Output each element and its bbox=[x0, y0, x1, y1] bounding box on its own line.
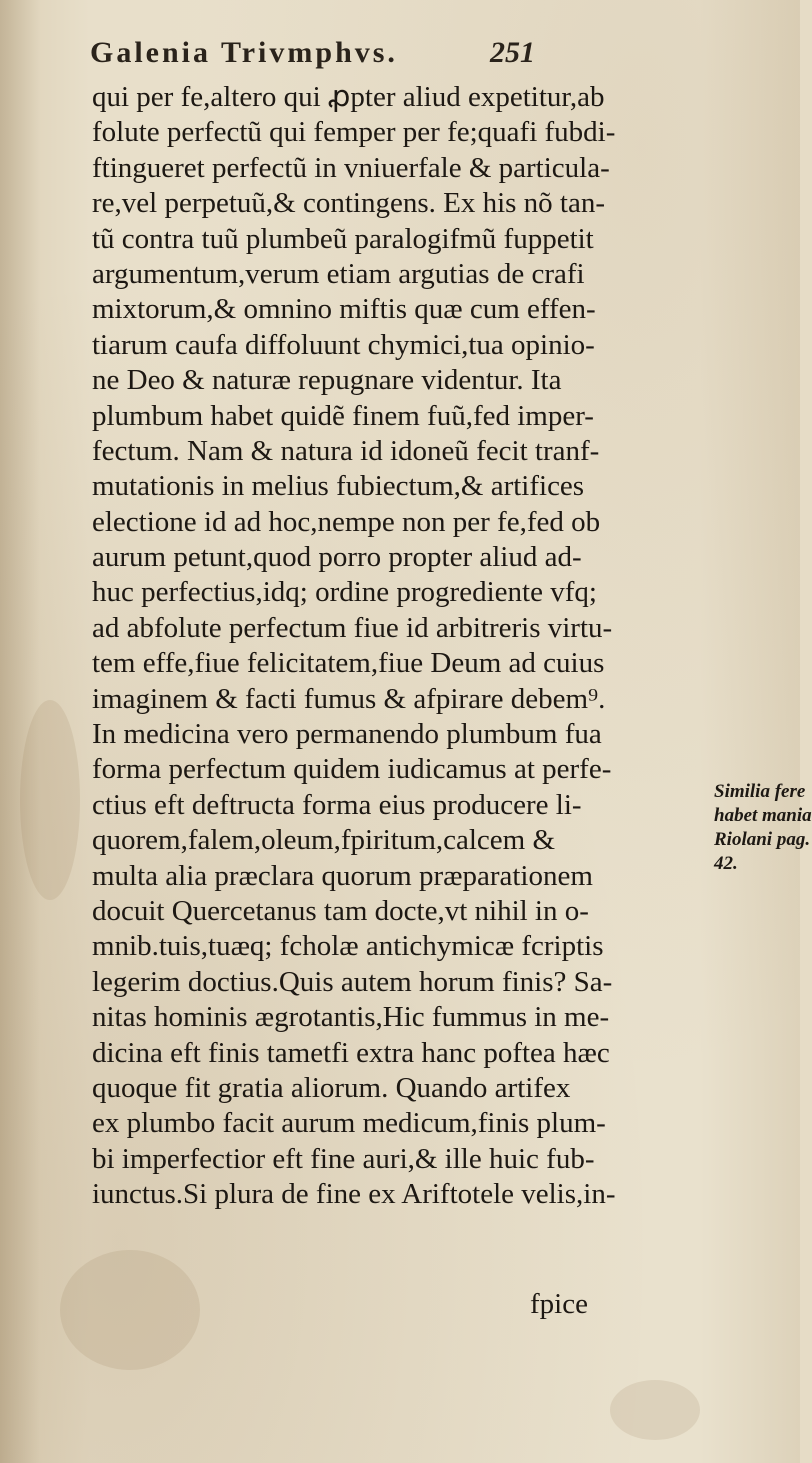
text-line: tũ contra tuũ plumbeũ paralogifmũ fuppetit bbox=[92, 222, 594, 255]
text-line: fectum. Nam & natura id idoneũ fecit tranf- bbox=[92, 434, 600, 467]
text-line: legerim doctius.Quis autem horum finis? Sa- bbox=[92, 965, 613, 998]
margin-note bbox=[714, 780, 812, 876]
text-line: folute perfectũ qui femper per fe;quafi fubdi- bbox=[92, 116, 616, 149]
margin-note-line: habet mania bbox=[714, 805, 812, 826]
text-line: qui per fe,altero qui ꝓpter aliud expetitur,ab bbox=[92, 81, 605, 113]
text-line: quoque fit gratia aliorum. Quando artifex bbox=[92, 1071, 571, 1104]
running-title: Galenia Trivmphvs. bbox=[90, 36, 398, 69]
catchword: fpice bbox=[530, 1288, 588, 1320]
text-line: quorem,falem,oleum,fpiritum,calcem & bbox=[92, 824, 556, 857]
text-line: imaginem & facti fumus & afpirare debem⁹. bbox=[92, 682, 606, 715]
margin-note-line: Similia fere bbox=[714, 781, 806, 802]
text-line: electione id ad hoc,nempe non per fe,fed ob bbox=[92, 505, 601, 538]
body-text bbox=[92, 80, 712, 1213]
text-line: ftingueret perfectũ in vniuerfale & particula- bbox=[92, 151, 610, 184]
text-line: nitas hominis ægrotantis,Hic fummus in me- bbox=[92, 1001, 610, 1034]
text-line: bi imperfectior eft fine auri,& ille huic fub- bbox=[92, 1142, 595, 1175]
running-head bbox=[90, 36, 570, 76]
text-line: mixtorum,& omnino miftis quæ cum effen- bbox=[92, 293, 596, 326]
text-line: aurum petunt,quod porro propter aliud ad- bbox=[92, 541, 582, 574]
text-line: re,vel perpetuũ,& contingens. Ex his nõ tan- bbox=[92, 187, 606, 220]
text-line: tem effe,fiue felicitatem,fiue Deum ad cuius bbox=[92, 647, 605, 680]
text-line: ne Deo & naturæ repugnare videntur. Ita bbox=[92, 364, 562, 397]
foxing-stain bbox=[610, 1380, 700, 1440]
text-line: dicina eft finis tametfi extra hanc poftea hæc bbox=[92, 1036, 610, 1069]
text-line: In medicina vero permanendo plumbum fua bbox=[92, 718, 602, 751]
text-line: forma perfectum quidem iudicamus at perfe- bbox=[92, 753, 612, 786]
foxing-stain bbox=[20, 700, 80, 900]
text-line: tiarum caufa diffoluunt chymici,tua opinio- bbox=[92, 328, 595, 361]
text-line: mutationis in melius fubiectum,& artifices bbox=[92, 470, 585, 503]
text-line: mnib.tuis,tuæq; fcholæ antichymicæ fcriptis bbox=[92, 930, 604, 963]
foxing-stain bbox=[60, 1250, 200, 1370]
text-line: ctius eft deftructa forma eius producere li- bbox=[92, 788, 582, 821]
text-line: huc perfectius,idq; ordine progrediente vfq; bbox=[92, 576, 597, 609]
page-number: 251 bbox=[490, 36, 535, 69]
margin-note-line: Riolani pag. bbox=[714, 829, 811, 850]
text-line: argumentum,verum etiam argutias de crafi bbox=[92, 257, 585, 290]
text-line: multa alia præclara quorum præparationem bbox=[92, 859, 593, 892]
text-line: plumbum habet quidẽ finem fuũ,fed imper- bbox=[92, 399, 594, 432]
margin-note-line: 42. bbox=[714, 853, 738, 874]
text-line: ex plumbo facit aurum medicum,finis plum- bbox=[92, 1107, 606, 1140]
text-line: ad abfolute perfectum fiue id arbitreris virtu- bbox=[92, 611, 613, 644]
text-line: docuit Quercetanus tam docte,vt nihil in o- bbox=[92, 894, 589, 927]
text-line: iunctus.Si plura de fine ex Ariftotele velis,in- bbox=[92, 1178, 616, 1211]
